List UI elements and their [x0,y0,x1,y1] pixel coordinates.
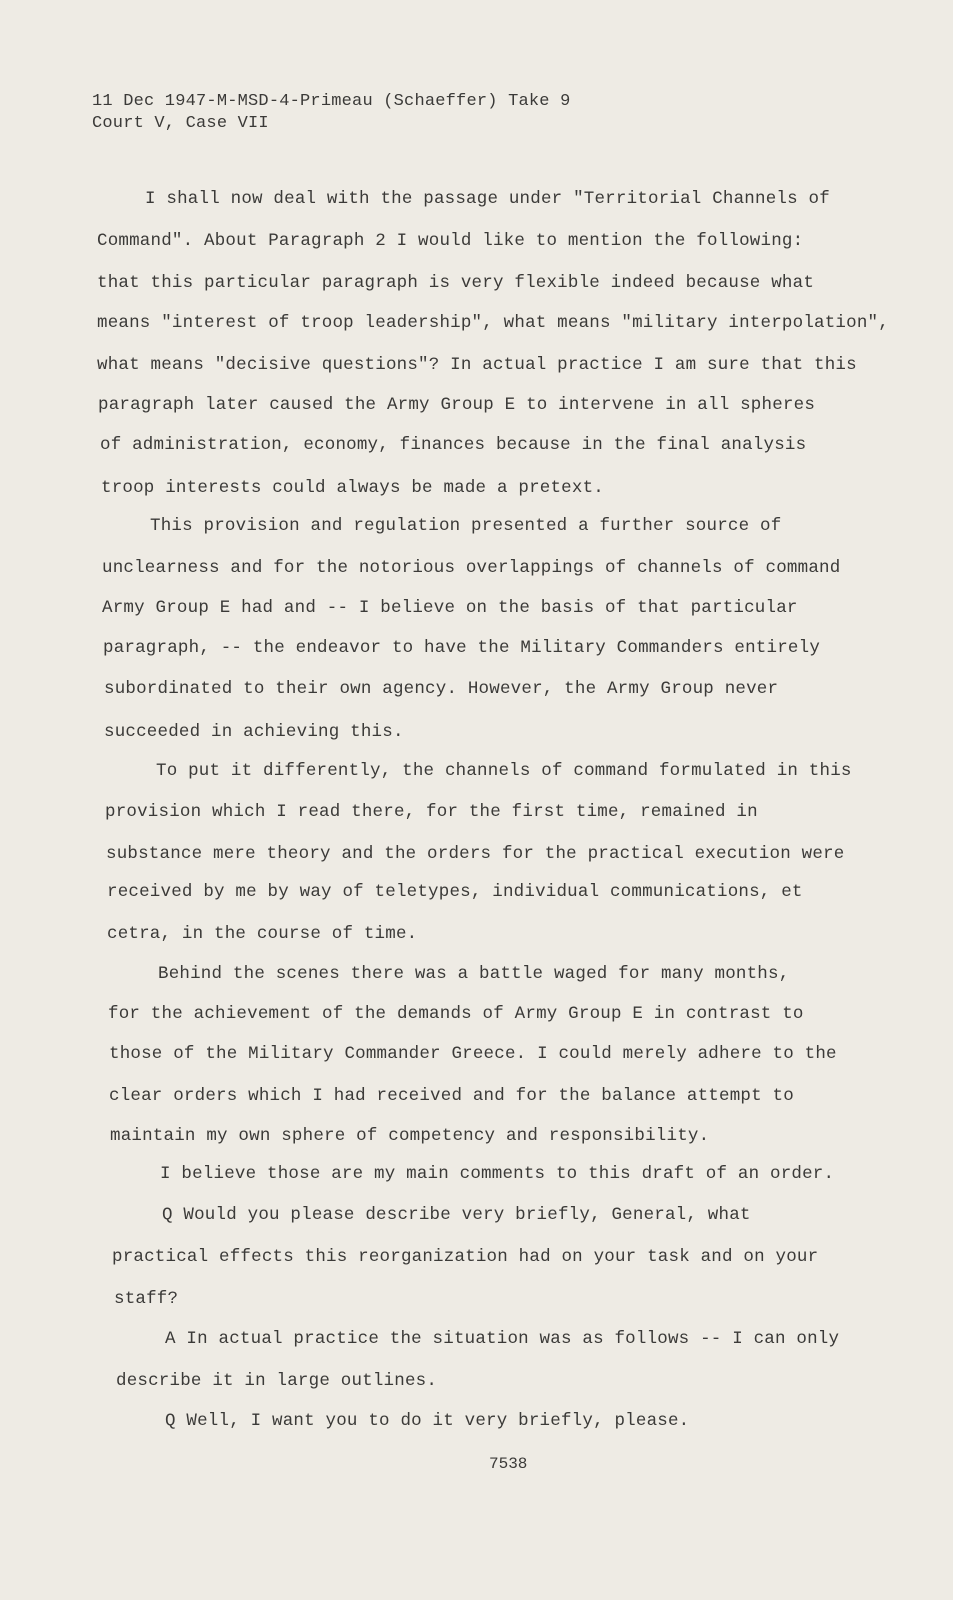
body-line: troop interests could always be made a pretext. [101,478,604,498]
body-line: clear orders which I had received and for the balance attempt to [109,1086,794,1106]
body-line: substance mere theory and the orders for the practical execution were [106,844,845,864]
body-line: those of the Military Commander Greece. I could merely adhere to the [109,1044,837,1064]
body-line: I believe those are my main comments to this draft of an order. [160,1164,835,1184]
page-number: 7538 [489,1455,528,1473]
body-line: This provision and regulation presented a further source of [150,516,782,536]
body-line: that this particular paragraph is very flexible indeed because what [97,273,815,293]
body-line: Q Would you please describe very briefly, General, what [162,1205,751,1225]
header-line-2: Court V, Case VII [92,114,269,133]
body-line: To put it differently, the channels of command formulated in this [156,761,852,781]
body-line: cetra, in the course of time. [107,924,418,944]
body-line: provision which I read there, for the first time, remained in [105,802,758,822]
body-line: Q Well, I want you to do it very briefly, please. [165,1411,690,1431]
body-line: Army Group E had and -- I believe on the basis of that particular [102,598,798,618]
body-line: unclearness and for the notorious overlappings of channels of command [102,558,841,578]
body-line: staff? [114,1289,179,1309]
body-line: A In actual practice the situation was as follows -- I can only [165,1329,840,1349]
body-line: describe it in large outlines. [116,1371,438,1391]
body-line: what means "decisive questions"? In actual practice I am sure that this [97,355,857,375]
body-line: paragraph, -- the endeavor to have the Military Commanders entirely [103,638,821,658]
body-line: for the achievement of the demands of Army Group E in contrast to [108,1004,804,1024]
body-line: subordinated to their own agency. However, the Army Group never [104,679,779,699]
body-line: of administration, economy, finances because in the final analysis [100,435,807,455]
body-line: I shall now deal with the passage under "Territorial Channels of [145,189,830,209]
body-line: Command". About Paragraph 2 I would like to mention the following: [97,231,804,251]
body-line: received by me by way of teletypes, individual communications, et [107,882,803,902]
body-line: paragraph later caused the Army Group E to intervene in all spheres [98,395,816,415]
body-line: practical effects this reorganization had on your task and on your [112,1247,819,1267]
body-line: means "interest of troop leadership", what means "military interpolation", [97,313,889,333]
body-line: maintain my own sphere of competency and responsibility. [110,1126,710,1146]
body-line: succeeded in achieving this. [104,722,404,742]
header-line-1: 11 Dec 1947-M-MSD-4-Primeau (Schaeffer) Take 9 [92,92,571,111]
body-line: Behind the scenes there was a battle waged for many months, [158,964,790,984]
